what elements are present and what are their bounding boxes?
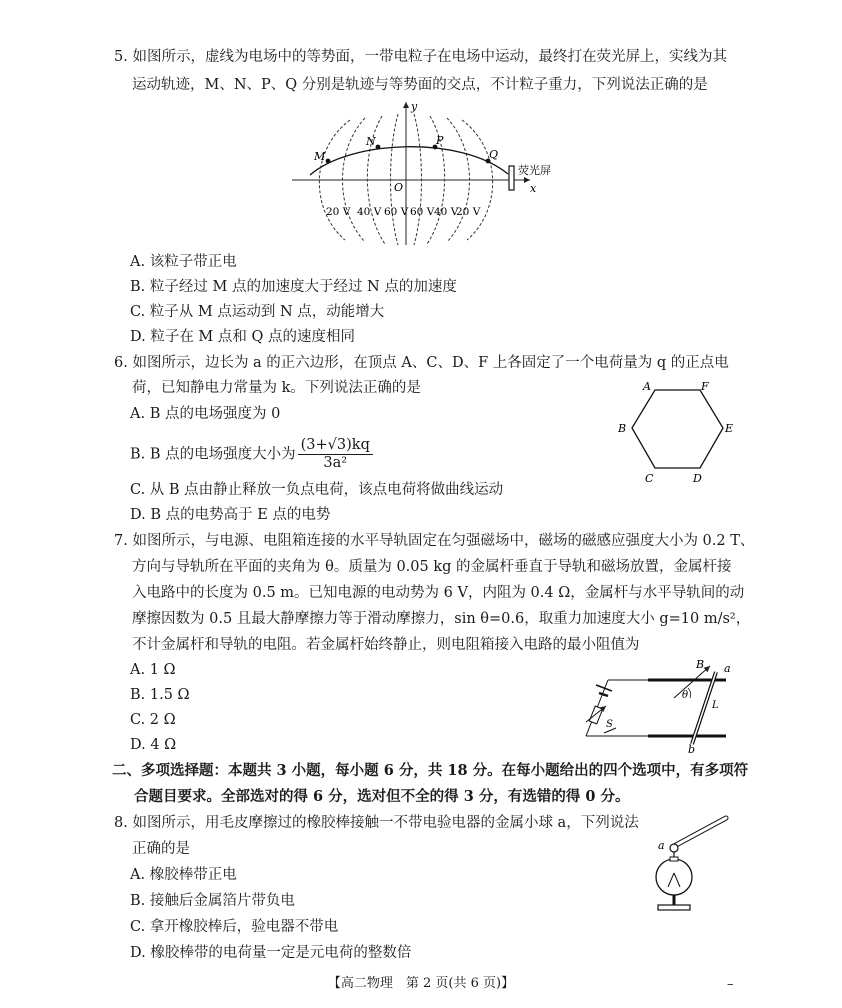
q5-stem-line2: 运动轨迹，M、N、P、Q 分别是轨迹与等势面的交点，不计粒子重力，下列说法正确的是 — [132, 77, 708, 93]
q6-option-b-prefix: B. B 点的电场强度大小为 — [130, 446, 296, 463]
potential-label: 60 V — [384, 206, 409, 218]
field-B-label: B — [696, 658, 705, 671]
q7-option-b: B. 1.5 Ω — [130, 687, 190, 703]
page-footer: 【高二物理 第 2 页(共 6 页)】 — [327, 976, 515, 991]
switch-label: S — [606, 719, 613, 730]
q7-stem-line1: 7. 如图所示，与电源、电阻箱连接的水平导轨固定在匀强磁场中，磁场的磁感应强度大小为 0.2 T、 — [114, 533, 755, 549]
fraction-denominator: 3a² — [323, 455, 348, 471]
vertex-F: F — [701, 380, 709, 393]
ball-label: a — [658, 839, 665, 852]
potential-label: 40 V — [357, 206, 382, 218]
length-L-label: L — [712, 700, 719, 711]
q5-option-b: B. 粒子经过 M 点的加速度大于经过 N 点的加速度 — [130, 279, 457, 295]
footer-mark: – — [727, 977, 734, 992]
q7-stem-line3: 入电路中的长度为 0.5 m。已知电源的电动势为 6 V，内阻为 0.4 Ω，金属杆与水平导轨间的动 — [132, 585, 745, 601]
potential-label: 60 V — [410, 206, 435, 218]
point-P: P — [436, 134, 444, 147]
vertex-E: E — [725, 422, 734, 435]
q8-figure-electroscope — [640, 815, 740, 915]
q8-option-b: B. 接触后金属箔片带负电 — [130, 893, 295, 909]
q7-stem-line2: 方向与导轨所在平面的夹角为 θ。质量为 0.05 kg 的金属杆垂直于导轨和磁场放置，金属杆接 — [132, 559, 732, 575]
potential-label: 20 V — [326, 206, 351, 218]
potential-label: 40 V — [434, 206, 459, 218]
q6-stem-line2: 荷，已知静电力常量为 k。下列说法正确的是 — [132, 380, 421, 396]
vertex-A: A — [643, 380, 651, 393]
q6-figure-hexagon — [615, 378, 740, 486]
q8-stem-line2: 正确的是 — [132, 841, 190, 857]
q7-figure-rail-circuit — [578, 658, 738, 756]
vertex-D: D — [693, 472, 702, 485]
q5-figure-equipotential — [290, 100, 550, 250]
q8-stem-line1: 8. 如图所示，用毛皮摩擦过的橡胶棒接触一不带电验电器的金属小球 a，下列说法 — [114, 815, 639, 831]
q6-stem-line1: 6. 如图所示，边长为 a 的正六边形，在顶点 A、C、D、F 上各固定了一个电荷量为 q 的正点电 — [114, 355, 729, 371]
q8-option-c: C. 拿开橡胶棒后，验电器不带电 — [130, 919, 339, 935]
q6-option-b-fraction — [298, 437, 373, 472]
angle-theta-label: θ — [682, 690, 689, 701]
rod-end-b-label: b — [688, 743, 696, 756]
potential-label: 20 V — [456, 206, 481, 218]
section2-header-line1: 二、多项选择题：本题共 3 小题，每小题 6 分，共 18 分。在每小题给出的四个选项中，有多项符 — [112, 762, 749, 779]
q8-option-d: D. 橡胶棒带的电荷量一定是元电荷的整数倍 — [130, 945, 412, 961]
point-Q: Q — [489, 148, 499, 161]
rod-end-a-label: a — [724, 662, 731, 675]
q7-option-c: C. 2 Ω — [130, 712, 176, 728]
q5-option-d: D. 粒子在 M 点和 Q 点的速度相同 — [130, 329, 355, 345]
vertex-C: C — [645, 472, 654, 485]
q8-option-a: A. 橡胶棒带正电 — [130, 867, 237, 883]
q5-stem-line1: 5. 如图所示，虚线为电场中的等势面，一带电粒子在电场中运动，最终打在荧光屏上，实线为其 — [114, 49, 727, 65]
vertex-B: B — [618, 422, 627, 435]
screen-label: 荧光屏 — [518, 164, 551, 177]
q7-stem-line4: 摩擦因数为 0.5 且最大静摩擦力等于滑动摩擦力，sin θ=0.6，取重力加速度大小 g=10 m/s²， — [132, 611, 751, 627]
q6-option-a: A. B 点的电场强度为 0 — [130, 406, 281, 422]
origin-label: O — [394, 181, 404, 194]
q6-option-c: C. 从 B 点由静止释放一负点电荷，该点电荷将做曲线运动 — [130, 482, 504, 498]
section2-header-line2: 合题目要求。全部选对的得 6 分，选对但不全的得 3 分，有选错的得 0 分。 — [134, 788, 630, 805]
q5-option-a: A. 该粒子带正电 — [130, 254, 237, 270]
point-M: M — [314, 150, 326, 163]
q6-option-d: D. B 点的电势高于 E 点的电势 — [130, 507, 331, 523]
fraction-numerator: (3+√3)kq — [298, 437, 373, 455]
axis-x-label: x — [530, 182, 537, 195]
q7-stem-line5: 不计金属杆和导轨的电阻。若金属杆始终静止，则电阻箱接入电路的最小阻值为 — [132, 637, 640, 653]
point-N: N — [366, 135, 376, 148]
q7-option-a: A. 1 Ω — [130, 662, 176, 678]
q5-option-c: C. 粒子从 M 点运动到 N 点，动能增大 — [130, 304, 385, 320]
q7-option-d: D. 4 Ω — [130, 737, 177, 753]
q6-option-b — [130, 437, 373, 472]
axis-y-label: y — [411, 100, 418, 113]
